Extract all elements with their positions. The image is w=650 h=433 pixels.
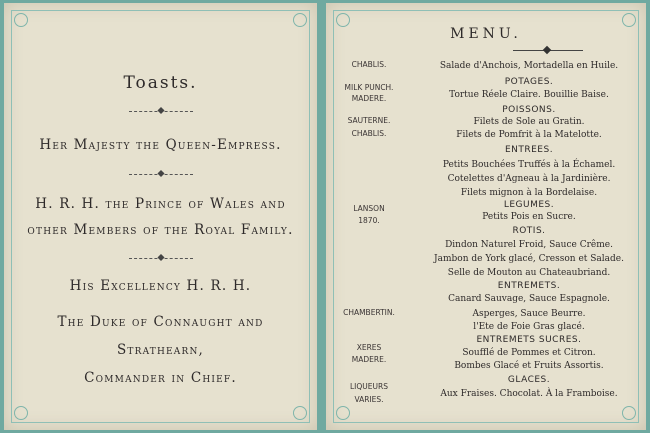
dish: Canard Sauvage, Sauce Espagnole. <box>448 294 610 304</box>
dish: l'Ete de Foie Gras glacé. <box>473 322 585 332</box>
toasts-page <box>4 3 317 430</box>
menu-title: MENU. <box>450 26 522 42</box>
toast-excellency-line3: Strathearn, <box>116 342 205 358</box>
wine-label: LIQUEURS <box>350 382 388 391</box>
wine-label: SAUTERNE. <box>347 116 391 125</box>
toast-excellency-line4: Commander in Chief. <box>84 370 237 386</box>
wine-label: MILK PUNCH. <box>344 83 394 92</box>
section-heading: POTAGES. <box>504 77 554 87</box>
dish: Soufflé de Pommes et Citron. <box>462 348 596 358</box>
dish: Jambon de York glacé, Cresson et Salade. <box>434 254 624 264</box>
dish: Petits Bouchées Truffés à la Échamel. <box>442 160 616 170</box>
section-heading: LEGUMES. <box>503 200 555 210</box>
toast-excellency-line1: His Excellency H. R. H. <box>69 278 252 294</box>
menu-page <box>326 3 646 430</box>
dish: Filets de Pomfrit à la Matelotte. <box>456 130 602 140</box>
dish: Bombes Glacé et Fruits Assortis. <box>454 361 604 371</box>
menu-row <box>326 60 646 74</box>
toasts-title: Toasts. <box>123 73 198 93</box>
wine-label: XERES <box>356 343 382 352</box>
menu-row <box>326 116 646 130</box>
dish: Asperges, Sauce Beurre. <box>472 309 586 319</box>
toasts-list <box>4 3 317 430</box>
wine-label: LANSON <box>353 204 385 213</box>
section-heading: ENTREMETS. <box>497 281 561 291</box>
menu-row <box>326 129 646 143</box>
wine-label: CHAMBERTIN. <box>343 308 395 317</box>
wine-label: CHABLIS. <box>351 60 387 69</box>
divider-ornament <box>129 111 193 112</box>
divider-ornament <box>129 258 193 259</box>
corner-ornament-icon <box>336 13 350 27</box>
divider-ornament <box>129 174 193 175</box>
wine-label: MADERE. <box>351 355 387 364</box>
menu-title-ornament <box>513 50 583 51</box>
corner-ornament-icon <box>622 13 636 27</box>
dish: Filets de Sole au Gratin. <box>473 117 585 127</box>
wine-label: 1870. <box>358 216 380 225</box>
wine-label: CHABLIS. <box>351 129 387 138</box>
dish: Cotelettes d'Agneau à la Jardinière. <box>447 174 611 184</box>
menu-row <box>326 308 646 322</box>
dish: Dindon Naturel Froid, Sauce Crême. <box>445 240 613 250</box>
dish: Selle de Mouton au Chateaubriand. <box>447 268 611 278</box>
wine-label: VARIES. <box>354 395 384 404</box>
section-heading: POISSONS. <box>502 105 556 115</box>
dish: Tortue Réele Claire. Bouillie Baise. <box>449 90 609 100</box>
dish: Salade d'Anchois, Mortadella en Huile. <box>439 61 619 71</box>
toast-excellency-line2: The Duke of Connaught and <box>57 314 264 330</box>
toast-prince-line1: H. R. H. the Prince of Wales and <box>35 196 286 212</box>
dish: Aux Fraises. Chocolat. À la Framboise. <box>440 389 618 399</box>
section-heading: GLACES. <box>507 375 551 385</box>
menu-row <box>326 395 646 409</box>
dish: Petits Pois en Sucre. <box>482 212 576 222</box>
toast-prince-line2: other Members of the Royal Family. <box>27 222 294 238</box>
wine-label: MADERE. <box>351 94 387 103</box>
section-heading: ENTREES. <box>504 145 554 155</box>
section-heading: ROTIS. <box>512 226 546 236</box>
toast-queen: Her Majesty the Queen-Empress. <box>39 137 282 153</box>
section-heading: ENTREMETS SUCRES. <box>476 335 582 345</box>
dish: Filets mignon à la Bordelaise. <box>460 188 598 198</box>
